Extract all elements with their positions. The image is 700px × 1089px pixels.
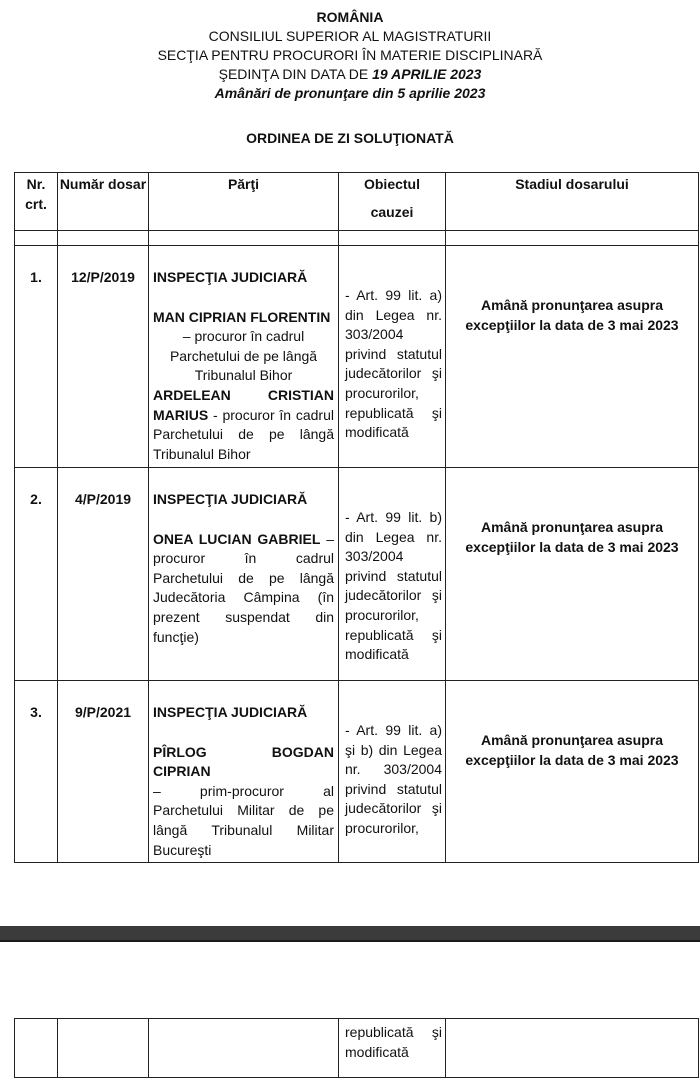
file-number: 9/P/2021	[58, 681, 149, 863]
section-title: SECŢIA PENTRU PROCURORI ÎN MATERIE DISCIPLINARĂ	[157, 47, 543, 63]
council-title: CONSILIUL SUPERIOR AL MAGISTRATURII	[208, 28, 492, 44]
person-name: ARDELEAN CRISTIAN MARIUS	[153, 386, 334, 423]
case-status: Amână pronunţarea asupra excepţiilor la data de 3 mai 2023	[446, 246, 699, 468]
row-number: 3.	[15, 681, 58, 863]
table-row	[15, 1019, 699, 1078]
case-object: - Art. 99 lit. b) din Legea nr. 303/2004 privind statutul judecătorilor şi procurorilor, republicată şi modificată	[339, 468, 446, 681]
file-number: 12/P/2019	[58, 246, 149, 468]
header-obiect-line1: Obiectul	[363, 176, 420, 192]
country-title: ROMÂNIA	[316, 9, 384, 25]
continuation-table	[14, 1018, 699, 1078]
case-object: - Art. 99 lit. a) din Legea nr. 303/2004 privind statutul judecătorilor şi procurorilor, republicată şi modificată	[339, 246, 446, 468]
empty-cell	[446, 1019, 699, 1078]
empty-cell	[58, 1019, 149, 1078]
person-name: MAN CIPRIAN FLORENTIN	[153, 308, 331, 325]
agenda-title: ORDINEA DE ZI SOLUŢIONATĂ	[246, 130, 454, 146]
person-name: ONEA LUCIAN GABRIEL	[153, 530, 321, 547]
file-number: 4/P/2019	[58, 468, 149, 681]
document-header	[0, 8, 700, 103]
row-number: 1.	[15, 246, 58, 468]
person-details: – procuror în cadrul Parchetului de pe lângă Judecătoria Câmpina (în prezent suspendat din funcţie)	[153, 530, 334, 645]
parties-cell	[149, 246, 339, 468]
table-row	[15, 246, 699, 468]
header-obiect	[339, 173, 446, 231]
inspection-label: INSPECŢIA JUDICIARĂ	[153, 704, 308, 720]
table-header-row	[15, 173, 699, 231]
inspection-label: INSPECŢIA JUDICIARĂ	[153, 269, 308, 285]
header-dosar: Număr dosar	[58, 173, 149, 231]
session-date-line	[0, 65, 700, 84]
person-details: – procuror în cadrul Parchetului de pe lângă Tribunalul Bihor	[169, 328, 318, 384]
agenda-table	[14, 172, 699, 863]
table-row	[15, 681, 699, 863]
session-date-prefix: ŞEDINŢA DIN DATA DE	[218, 66, 373, 82]
header-stadiu: Stadiul dosarului	[446, 173, 699, 231]
case-object-continued: republicată şi modificată	[339, 1019, 446, 1078]
header-parti: Părţi	[149, 173, 339, 231]
empty-cell	[15, 1019, 58, 1078]
postponement-line: Amânări de pronunţare din 5 aprilie 2023	[214, 85, 486, 101]
table-row	[15, 468, 699, 681]
person-details: – prim-procuror al Parchetului Militar de pe lângă Tribunalul Militar Bucureşti	[153, 782, 334, 858]
parties-cell	[149, 681, 339, 863]
row-number: 2.	[15, 468, 58, 681]
empty-cell	[149, 1019, 339, 1078]
person-name: PÎRLOG BOGDAN CIPRIAN	[153, 743, 334, 780]
case-status: Amână pronunţarea asupra excepţiilor la data de 3 mai 2023	[446, 681, 699, 863]
page-break-divider	[0, 926, 700, 942]
inspection-label: INSPECŢIA JUDICIARĂ	[153, 491, 308, 507]
case-object: - Art. 99 lit. a) şi b) din Legea nr. 303/2004 privind statutul judecătorilor şi procurorilor,	[339, 681, 446, 863]
header-obiect-line2: cauzei	[370, 203, 414, 220]
person-details: - procuror în cadrul Parchetului de pe lângă Tribunalul Bihor	[153, 406, 334, 462]
session-date: 19 APRILIE 2023	[372, 66, 482, 82]
header-nr: Nr. crt.	[15, 173, 58, 231]
case-status: Amână pronunţarea asupra excepţiilor la data de 3 mai 2023	[446, 468, 699, 681]
spacer-row	[15, 231, 699, 246]
parties-cell	[149, 468, 339, 681]
